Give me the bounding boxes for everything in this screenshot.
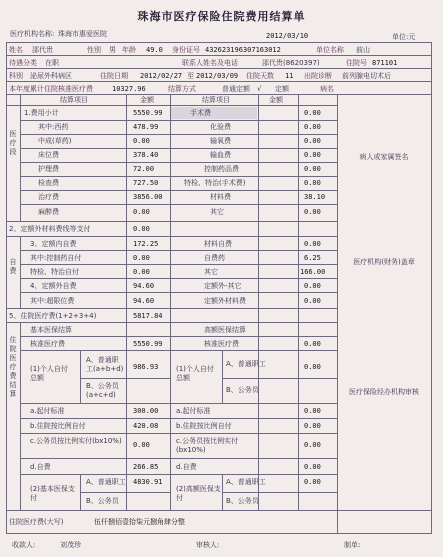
form-date: 2012/03/10	[266, 32, 309, 40]
footer-total-label: 住院医疗费(大写)	[9, 518, 64, 526]
rule	[80, 350, 81, 403]
high-b-label: B、公务员	[226, 386, 259, 394]
self-pay-label: 其中:超限位费	[30, 297, 75, 305]
rule	[20, 418, 337, 419]
high-approved-label: 核准医疗费	[204, 340, 239, 348]
fee-label: 特检、特治(手术费)	[184, 179, 246, 187]
rule	[20, 134, 337, 135]
personal-a-value: 986.93	[133, 363, 159, 371]
self-pay-label: 其中:控制药自付	[30, 254, 82, 262]
fund-a-value: 4830.91	[133, 478, 163, 486]
self-pay-value: 0.00	[304, 282, 321, 290]
high-approved-value: 0.00	[304, 340, 321, 348]
fee-label: 1.费用小计	[24, 109, 59, 117]
settle-check: √	[257, 85, 262, 93]
gender-label: 性别	[87, 46, 101, 54]
gender-value: 男	[109, 46, 116, 54]
settle-label: 结算方式	[168, 85, 196, 93]
fee-label: 化验费	[210, 123, 231, 131]
rule	[20, 204, 337, 205]
rule	[258, 94, 259, 510]
fee-value: 3856.00	[133, 193, 163, 201]
hospital-stamp-label: 医疗机构(财务)盖章	[353, 258, 415, 266]
fixed-line-value: 0.00	[133, 225, 150, 233]
name-label: 姓名	[9, 46, 23, 54]
self-pay-label: 特检、特治自付	[30, 268, 79, 276]
cell-bg	[171, 107, 257, 119]
settle-normal: 普通定额	[222, 85, 250, 93]
fee-value: 0.00	[304, 109, 321, 117]
fee-label: 治疗费	[38, 193, 59, 201]
settle-row-value-2: 0.00	[304, 463, 321, 471]
rule	[126, 94, 127, 510]
rule	[20, 278, 337, 279]
dept-label: 科别	[9, 72, 23, 80]
border-left	[6, 42, 7, 534]
year-total-label: 本年度累计住院核准医疗费	[9, 85, 93, 93]
rule	[20, 190, 337, 191]
admission-no-label: 住院号	[346, 59, 367, 67]
diagnosis-label: 出院诊断	[304, 72, 332, 80]
self-pay-label: 定额外材料费	[204, 297, 246, 305]
days-label: 住院天数	[246, 72, 274, 80]
settle-row-label: d.自费	[30, 463, 51, 471]
fee-value: 727.50	[133, 179, 159, 187]
id-number: 432623196307163012	[205, 46, 281, 54]
year-total-value: 10327.96	[112, 85, 146, 93]
settle-row-label-2: d.自费	[176, 463, 197, 471]
fee-label: 其它	[210, 208, 224, 216]
fee-value: 0.00	[304, 151, 321, 159]
self-pay-value: 94.60	[133, 297, 155, 305]
high-label: 高额医保结算	[204, 326, 246, 334]
age-label: 年龄	[122, 46, 136, 54]
treatment-label: 待遇分类	[9, 59, 37, 67]
rule	[222, 350, 223, 403]
fee-value: 478.99	[133, 123, 159, 131]
total-label: 5、住院医疗费(1+2+3+4)	[9, 312, 97, 320]
self-pay-value: 0.00	[304, 297, 321, 305]
border-top	[6, 42, 432, 43]
fund-a-label: A、普通职工	[86, 478, 126, 486]
rule	[80, 378, 170, 379]
unit-label: 单位:元	[392, 33, 416, 41]
contact-label: 联系人姓名及电话	[182, 59, 238, 67]
admission-no: 871101	[372, 59, 398, 67]
fixed-line-label: 2、定额外材料费线等支付	[9, 225, 91, 233]
fee-label: 输血费	[210, 151, 231, 159]
settle-row-label: a.起付标准	[30, 407, 65, 415]
basic-label: 基本医保结算	[30, 326, 72, 334]
personal-a-label: A、普通职工(a+b+d)	[86, 356, 124, 373]
settle-row-label-2: c.公务员按比例实付(bx10%)	[176, 437, 239, 454]
settle-row-value: 300.00	[133, 407, 159, 415]
rule	[20, 336, 337, 337]
admit-date-label: 住院日期	[100, 72, 128, 80]
rule	[20, 250, 337, 251]
self-pay-label: 3、定额内自费	[30, 240, 77, 248]
self-pay-label: 自费药	[204, 254, 225, 262]
personal-label: (1)个人自付总额	[30, 365, 68, 382]
personal-b-label: B、公务员(a+c+d)	[86, 382, 119, 399]
high-personal-label: (1)个人自付总额	[176, 365, 214, 382]
patient-sign-label: 病人或家属签名	[359, 153, 409, 161]
treatment-value: 在职	[45, 59, 59, 67]
agency-audit-label: 医疗保险经办机构审核	[349, 388, 419, 396]
admit-date: 2012/02/27	[140, 72, 183, 80]
fund-label: (2)基本医保支付	[30, 485, 75, 502]
diagnosis-value: 前列腺电切术后	[342, 72, 391, 80]
maker-label: 制单:	[344, 541, 361, 549]
rule	[80, 492, 170, 493]
high-fund-a-value: 0.00	[304, 478, 321, 486]
rule	[6, 94, 432, 95]
settle-row-value-2: 0.00	[304, 441, 321, 449]
fee-label: 控制药品费	[204, 165, 239, 173]
fee-label: 护理费	[38, 165, 59, 173]
self-pay-value: 6.25	[304, 254, 321, 262]
settle-row-label-2: b.住院按比例自付	[176, 422, 232, 430]
rule	[20, 120, 337, 121]
self-pay-value: 166.00	[300, 268, 326, 276]
rule	[20, 292, 337, 293]
fee-label: 其中:西药	[38, 123, 69, 131]
fee-value: 0.00	[304, 123, 321, 131]
fee-value: 0.00	[304, 179, 321, 187]
dept-value: 泌尿外科病区	[30, 72, 72, 80]
self-pay-value: 0.00	[133, 268, 150, 276]
rule	[6, 81, 432, 82]
fees-col-amount: 金额	[140, 96, 154, 104]
employer-value: 前山	[356, 46, 370, 54]
rule	[170, 94, 171, 510]
medical-section-label: 医疗段	[9, 130, 17, 156]
approved-label: 核准医疗费	[30, 340, 65, 348]
self-pay-section-label: 自费	[9, 258, 17, 275]
settle-row-value-2: 0.00	[304, 407, 321, 415]
border-right	[431, 42, 432, 534]
fee-label: 检查费	[38, 179, 59, 187]
rule	[20, 458, 337, 459]
settle-row-value: 0.00	[133, 441, 150, 449]
approved-value: 5550.99	[133, 340, 163, 348]
org-name: 珠海市惠爱医院	[58, 30, 107, 38]
rule	[20, 236, 21, 308]
self-pay-label: 材料自费	[204, 240, 232, 248]
high-fund-a-label: A、普通职工	[226, 478, 266, 486]
high-fund-label: (2)高额医保支付	[176, 485, 221, 502]
rule	[20, 474, 337, 475]
rule	[6, 322, 337, 323]
disease-label: 病名	[320, 85, 334, 93]
name-value: 邵代贵	[32, 46, 53, 54]
fees-col-item-2: 结算项目	[202, 96, 230, 104]
fund-b-label: B、公务员	[86, 497, 119, 505]
cashier-label: 收款人:	[12, 541, 36, 549]
total-value: 5817.84	[133, 312, 163, 320]
border-bottom	[6, 533, 432, 534]
self-pay-label: 其它	[204, 268, 218, 276]
form-title: 珠海市医疗保险住院费用结算单	[137, 10, 306, 23]
settle-row-label: b.住院按比例自付	[30, 422, 86, 430]
rule	[6, 55, 432, 56]
reviewer-label: 审核人:	[196, 541, 220, 549]
side-divider	[337, 94, 338, 533]
rule	[6, 105, 337, 106]
fee-value: 378.40	[133, 151, 159, 159]
high-fund-b-label: B、公务员	[226, 497, 259, 505]
rule	[6, 68, 432, 69]
high-a-label: A、普通职工	[226, 360, 266, 368]
settlement-section-label: 住院医疗费结算	[9, 336, 17, 398]
rule	[20, 94, 21, 221]
fee-value: 0.00	[133, 208, 150, 216]
fee-value: 5550.99	[133, 109, 163, 117]
rule	[20, 148, 337, 149]
high-personal-a-value: 0.00	[304, 363, 321, 371]
settle-row-value: 266.85	[133, 463, 159, 471]
rule	[298, 94, 299, 510]
age-value: 49.0	[146, 46, 163, 54]
rule	[222, 492, 337, 493]
footer-total-text: 伍仟捌佰壹拾柒元捌角肆分整	[94, 518, 185, 526]
fee-label: 麻醉费	[38, 208, 59, 216]
settle-fixed: 定额	[275, 85, 289, 93]
rule	[6, 308, 337, 309]
fee-value: 0.00	[304, 165, 321, 173]
id-label: 身份证号	[172, 46, 200, 54]
self-pay-value: 0.00	[133, 254, 150, 262]
rule	[20, 162, 337, 163]
fee-value: 0.00	[133, 137, 150, 145]
fee-value: 0.00	[304, 208, 321, 216]
date-separator: 至	[187, 72, 194, 80]
rule	[222, 378, 337, 379]
rule	[20, 264, 337, 265]
fee-label: 输氧费	[210, 137, 231, 145]
contact-value: 邵代贵(8620397)	[262, 59, 320, 67]
self-pay-value: 172.25	[133, 240, 159, 248]
rule	[6, 510, 432, 511]
fee-label: 床位费	[38, 151, 59, 159]
fee-value: 72.00	[133, 165, 155, 173]
rule	[20, 403, 337, 404]
fee-label: 手术费	[190, 109, 211, 117]
org-label: 医疗机构名称:	[10, 30, 55, 38]
days-value: 11	[285, 72, 294, 80]
fee-label: 中成(草药)	[38, 137, 72, 145]
self-pay-value: 0.00	[304, 240, 321, 248]
self-pay-value: 94.60	[133, 282, 155, 290]
self-pay-label: 4、定额外自费	[30, 282, 77, 290]
rule	[20, 433, 337, 434]
fees-col-amount-2: 金额	[269, 96, 283, 104]
rule	[20, 176, 337, 177]
rule	[6, 221, 337, 222]
rule	[6, 236, 337, 237]
discharge-date: 2012/03/09	[196, 72, 239, 80]
settle-row-value: 420.08	[133, 422, 159, 430]
fees-col-item: 结算项目	[60, 96, 88, 104]
rule	[20, 350, 337, 351]
fee-value: 38.10	[304, 193, 326, 201]
self-pay-label: 定额外-其它	[204, 282, 242, 290]
fee-value: 0.00	[304, 137, 321, 145]
settle-row-label: c.公务员按比例实付(bx10%)	[30, 437, 122, 445]
cashier-name: 刘茂珍	[60, 541, 81, 549]
settle-row-label-2: a.起付标准	[176, 407, 211, 415]
settle-row-value-2: 0.00	[304, 422, 321, 430]
employer-label: 单位名称	[316, 46, 344, 54]
fee-label: 材料费	[210, 193, 231, 201]
